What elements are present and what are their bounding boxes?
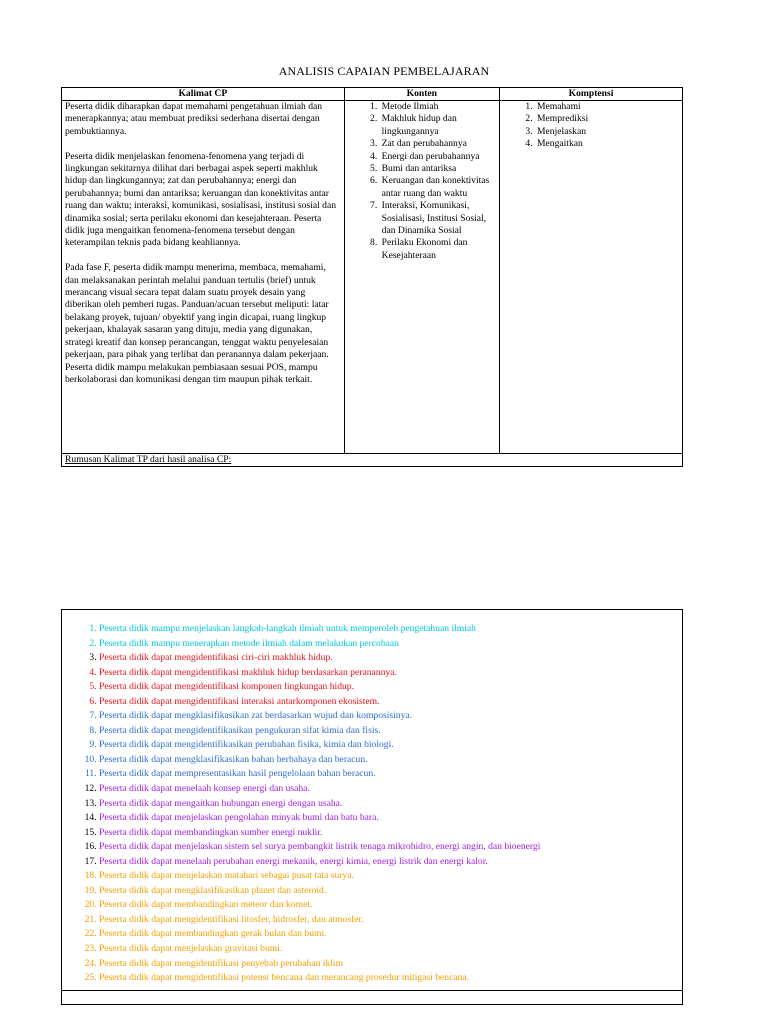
- list-item: 4. Mengaitkan: [535, 138, 679, 150]
- tp-list-item: [99, 637, 679, 652]
- tp-item-text: Peserta didik dapat mengklasifikasikan planet dan asteroid.: [99, 884, 327, 896]
- list-item: 2. Memprediksi: [535, 113, 679, 125]
- tp-item-text: Peserta didik dapat mengidentifikasi interaksi antarkomponen ekosistem.: [99, 695, 380, 707]
- cp-analysis-table: [61, 87, 683, 467]
- tp-item-text: Peserta didik dapat menjelaskan sistem sel surya pembangkit listrik tenaga mikrohidro, energi angin, dan bioenergi: [99, 841, 541, 853]
- tp-list-item: [99, 753, 679, 768]
- header-kompetensi: Komptensi: [500, 88, 683, 101]
- list-item: 1. Memahami: [535, 101, 679, 113]
- tp-list-item: [99, 971, 679, 986]
- tp-item-text: Peserta didik dapat mengidentifikasi makhluk hidup berdasarkan peranannya.: [99, 666, 397, 678]
- page-title: ANALISIS CAPAIAN PEMBELAJARAN: [278, 64, 490, 78]
- list-item: 3. Zat dan perubahannya: [380, 138, 496, 150]
- konten-list: [348, 101, 496, 262]
- list-item: 1. Metode Ilmiah: [380, 101, 496, 113]
- tp-list-item: [99, 942, 679, 957]
- tp-item-text: Peserta didik dapat mengidentifikasi potensi bencana dan merancang prosedur mitigasi bencana.: [99, 972, 470, 984]
- list-item: 3. Menjelaskan: [535, 126, 679, 138]
- kompetensi-cell: [500, 101, 683, 454]
- tp-list-item: [99, 826, 679, 841]
- tp-item-text: Peserta didik dapat menelaah konsep energi dan usaha.: [99, 783, 310, 795]
- tp-list-item: [99, 782, 679, 797]
- tp-list-item: [99, 869, 679, 884]
- tp-item-text: Peserta didik dapat menjelaskan gravitasi bumi.: [99, 943, 283, 955]
- tp-list-item: [99, 884, 679, 899]
- konten-cell: [344, 101, 499, 454]
- tp-list-item: [99, 724, 679, 739]
- list-item: 6. Keruangan dan konektivitas antar ruang dan waktu: [380, 175, 496, 200]
- tp-item-text: Peserta didik dapat mengidentifikasi litosfer, hidrosfer, dan atmosfer.: [99, 913, 364, 925]
- tp-list-item: [99, 913, 679, 928]
- tp-item-text: Peserta didik mampu menjelaskan langkah-langkah ilmiah untuk memperoleh pengetahuan ilmiah: [99, 623, 476, 634]
- tp-list-box: [61, 609, 683, 1005]
- cp-paragraph: Peserta didik diharapkan dapat memahami pengetahuan ilmiah dan menerapkannya; atau membuat prediksi sederhana disertai dengan pembuktiannya.: [65, 101, 323, 137]
- tp-item-text: Peserta didik dapat menjelaskan matahari sebagai pusat tata surya.: [99, 870, 354, 882]
- table-footer-row: [62, 454, 683, 467]
- tp-item-text: Peserta didik dapat mengidentifikasi penyebab perubahan iklim: [99, 957, 344, 969]
- rumusan-tp-cell: [62, 454, 683, 467]
- tp-list-item: [99, 898, 679, 913]
- tp-list-item: [99, 695, 679, 710]
- tp-item-text: Peserta didik dapat menelaah perubahan energi mekanik, energi kimia, energi listrik dan energi kalor.: [99, 855, 488, 867]
- tp-item-text: Peserta didik dapat mengidentifikasi komponen lingkungan hidup.: [99, 681, 354, 693]
- tp-item-text: Peserta didik mampu menerapkan metode ilmiah dalam melakukan percobaan: [99, 637, 399, 649]
- list-item: 7. Interaksi, Komunikasi, Sosialisasi, Institusi Sosial, dan Dinamika Sosial: [380, 200, 496, 237]
- tp-item-text: Peserta didik dapat membandingkan sumber energi nuklir.: [99, 826, 323, 838]
- tp-item-text: Peserta didik dapat mengidentifikasi ciri-ciri makhluk hidup.: [99, 652, 333, 664]
- list-item: 4. Energi dan perubahannya: [380, 151, 496, 163]
- tp-list-item: [99, 767, 679, 782]
- tp-item-text: Peserta didik dapat mempresentasikan hasil pengelolaan bahan beracun.: [99, 768, 376, 780]
- tp-list: [62, 622, 679, 986]
- cp-paragraph: Pada fase F, peserta didik mampu menerima, membaca, memahami, dan melaksanakan perintah melalui panduan tertulis (brief) untuk merancang visual secara tepat dalam suatu proyek desain yang diberikan oleh pemberi tugas. Panduan/acuan tersebut meliputi: latar belakang proyek, tujuan/ obyektif yang ingin dicapai, ruang lingkup pekerjaan, khalayak sasaran yang dituju, media yang digunakan, strategi kreatif dan konsep perancangan, tenggat waktu penyelesaian pekerjaan, para pihak yang terlibat dan peranannya dalam pekerjaan. Peserta didik mampu melakukan pembiasaan sesuai POS, mampu berkolaborasi dan komunikasi dengan tim maupun pihak terkait.: [65, 262, 329, 385]
- divider: [62, 990, 682, 991]
- tp-item-text: Peserta didik dapat mengklasifikasikan bahan berbahaya dan beracun.: [99, 753, 368, 765]
- tp-item-text: Peserta didik dapat menjelaskan pengolahan minyak bumi dan batu bara.: [99, 812, 379, 824]
- cp-cell: [62, 101, 345, 454]
- tp-list-item: [99, 680, 679, 695]
- tp-list-item: [99, 651, 679, 666]
- tp-list-item: [99, 797, 679, 812]
- tp-list-item: [99, 622, 679, 637]
- cp-paragraph: Peserta didik menjelaskan fenomena-fenomena yang terjadi di lingkungan sekitarnya dilihat dari berbagai aspek seperti makhluk hidup dan lingkungannya; zat dan perubahannya; energi dan perubahannya; bumi dan antariksa; keruangan dan konektivitas antar ruang dan waktu; interaksi, komunikasi, sosialisasi, institusi sosial dan dinamika sosial; serta perilaku ekonomi dan kesejahteraan. Peserta didik juga mengaitkan fenomena-fenomena tersebut dengan keterampilan teknis pada bidang keahliannya.: [65, 150, 336, 249]
- tp-item-text: Peserta didik dapat mengidentifikasikan pengukuran sifat kimia dan fisis.: [99, 724, 381, 736]
- tp-list-item: [99, 957, 679, 972]
- list-item: 8. Perilaku Ekonomi dan Kesejahteraan: [380, 237, 496, 262]
- table-row: [62, 101, 683, 454]
- tp-list-item: [99, 738, 679, 753]
- tp-item-text: Peserta didik dapat mengaitkan hubungan energi dengan usaha.: [99, 797, 343, 809]
- table-header-row: [62, 88, 683, 101]
- tp-list-item: [99, 840, 679, 855]
- tp-list-item: [99, 927, 679, 942]
- tp-list-item: [99, 855, 679, 870]
- tp-list-item: [99, 709, 679, 724]
- header-kalimat-cp: Kalimat CP: [62, 88, 345, 101]
- tp-item-text: Peserta didik dapat membandingkan gerak bulan dan bumi.: [99, 928, 327, 940]
- tp-item-text: Peserta didik dapat mengklasifikasikan zat berdasarkan wujud dan komposisinya.: [99, 710, 413, 722]
- list-item: 2. Makhluk hidup dan lingkungannya: [380, 113, 496, 138]
- list-item: 5. Bumi dan antariksa: [380, 163, 496, 175]
- tp-list-item: [99, 666, 679, 681]
- kompetensi-list: [503, 101, 679, 151]
- tp-item-text: Peserta didik dapat mengidentifikasikan perubahan fisika, kimia dan biologi.: [99, 739, 394, 751]
- tp-item-text: Peserta didik dapat membandingkan meteor dan komet.: [99, 899, 313, 911]
- rumusan-tp-label: Rumusan Kalimat TP dari hasil analisa CP:: [65, 454, 232, 465]
- header-konten: Konten: [344, 88, 499, 101]
- tp-list-item: [99, 811, 679, 826]
